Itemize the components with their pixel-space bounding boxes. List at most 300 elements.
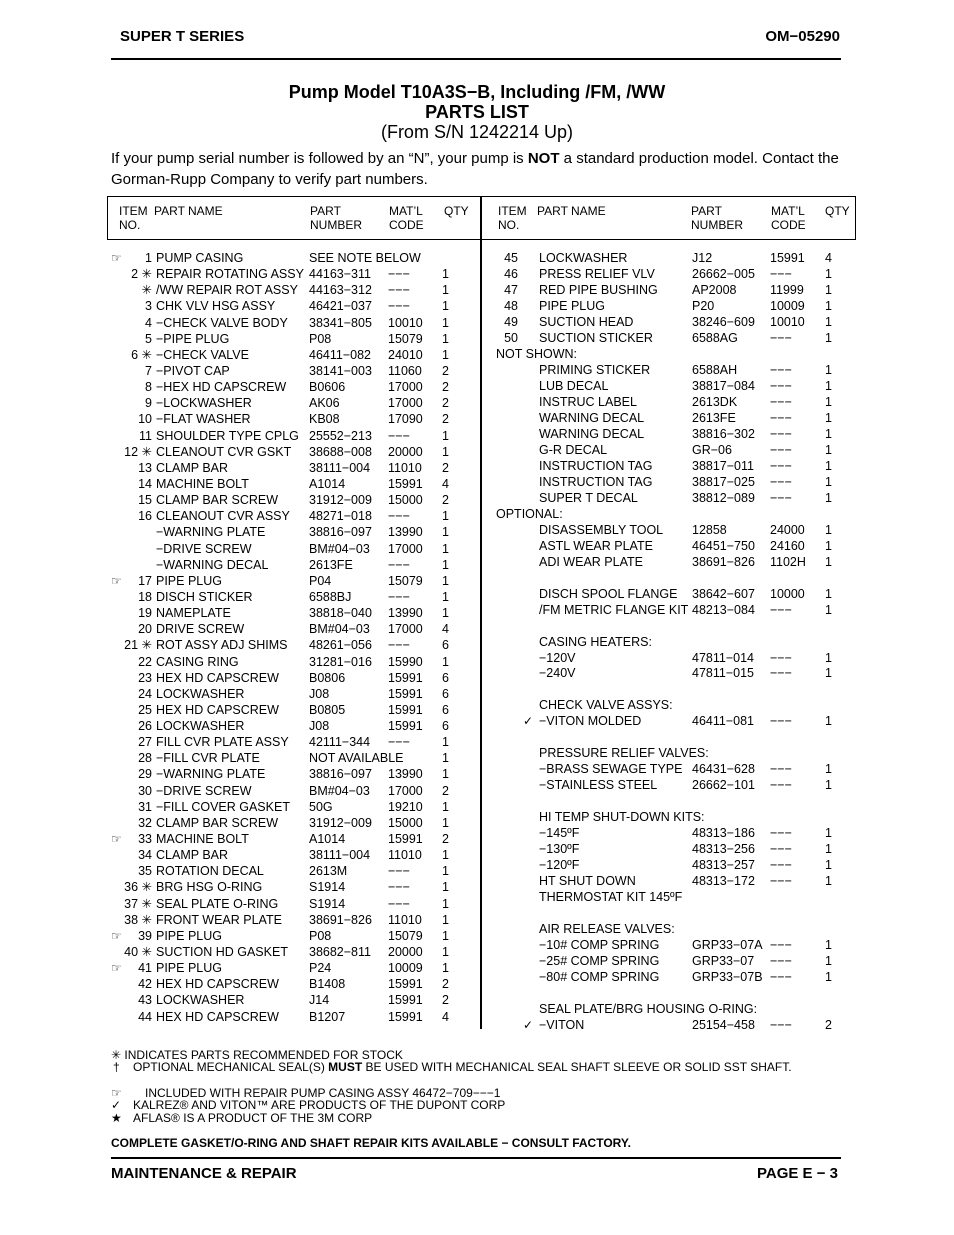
material-code: 15991 [770,251,805,265]
material-code: 17000 [388,541,423,556]
material-code: 15991 [388,719,423,734]
part-name: −BRASS SEWAGE TYPE [539,762,683,777]
col-mat-code: MAT’L CODE [389,204,424,232]
quantity: 1 [825,714,832,729]
material-code: −−− [388,557,410,572]
part-number: B0806 [309,670,346,685]
part-name: FRONT WEAR PLATE [156,912,282,927]
item-no: 48 [504,298,518,313]
part-number: 31912−009 [309,815,372,830]
material-code: 17000 [388,396,423,411]
quantity: 1 [442,961,449,976]
item-no: 49 [504,314,518,329]
part-name: −145ºF [539,826,580,841]
quantity: 2 [442,380,449,395]
part-number: 26662−101 [692,778,755,793]
quantity: 4 [825,251,832,265]
part-name: CLEANOUT CVR GSKT [156,444,292,459]
quantity: 1 [442,283,449,298]
part-number: BM#04−03 [309,783,370,798]
part-name: DISASSEMBLY TOOL [539,522,664,537]
quantity: 1 [825,490,832,505]
material-code: 15991 [388,686,423,701]
quantity: 1 [825,266,832,281]
part-name: SUCTION HD GASKET [156,945,288,960]
quantity: 1 [442,267,449,282]
part-number: 2613M [309,864,348,879]
part-name: THERMOSTAT KIT 145ºF [539,890,683,905]
material-code: 10009 [388,961,423,976]
table-row [0,570,954,586]
table-row [0,538,954,554]
part-name: LOCKWASHER [539,251,628,265]
marker: ☞ [111,832,122,847]
material-code: −−− [770,442,792,457]
quantity: 1 [442,525,449,540]
quantity: 4 [442,476,449,491]
part-number: GR−06 [692,442,732,457]
material-code: 24160 [770,538,805,553]
part-name: −STAINLESS STEEL [539,778,658,793]
quantity: 1 [825,426,832,441]
part-name: WARNING DECAL [539,426,645,441]
part-number: 47811−015 [692,666,754,681]
material-code: −−− [388,880,410,895]
part-name: PIPE PLUG [156,573,222,588]
part-number: J14 [309,993,330,1008]
quantity: 1 [442,928,449,943]
quantity: 1 [825,602,832,617]
quantity: 1 [825,874,832,889]
quantity: 1 [442,589,449,604]
table-row [0,697,954,713]
part-name: CLAMP BAR [156,460,229,475]
part-name: LOCKWASHER [156,719,245,734]
table-row [0,442,954,458]
part-number: 48313−257 [692,858,755,873]
table-row [0,857,954,873]
part-number: S1914 [309,880,346,895]
part-name: −CHECK VALVE [156,347,249,362]
part-number: A1014 [309,476,346,491]
item-no: 34 [138,848,152,863]
part-name: NAMEPLATE [156,606,231,621]
part-number: AK06 [309,396,340,411]
marker: ✓ [523,714,534,729]
quantity: 1 [825,586,832,601]
quantity: 4 [442,1009,449,1024]
quantity: 1 [825,954,832,969]
part-number: 44163−312 [309,283,372,298]
part-name: −10# COMP SPRING [539,938,660,953]
material-code: −−− [770,874,792,889]
item-no: 19 [138,606,152,621]
quantity: 1 [825,394,832,409]
part-name: CLEANOUT CVR ASSY [156,509,290,524]
part-name: AIR RELEASE VALVES: [539,922,675,937]
quantity: 6 [442,638,449,653]
col-item: ITEM NO. [119,204,148,232]
note-star-mark: ★ [111,1111,122,1125]
material-code: −−− [770,426,792,441]
footer-rule [111,1157,841,1159]
part-number: AP2008 [692,282,737,297]
part-number: 2613DK [692,394,738,409]
quantity: 2 [442,832,449,847]
material-code: 15991 [388,702,423,717]
item-no: 36 ✳ [124,880,152,895]
item-no: 28 [138,751,152,766]
table-row [0,745,954,761]
note-mech-seal: OPTIONAL MECHANICAL SEAL(S) MUST BE USED WITH MECHANICAL SEAL SHAFT SLEEVE OR SOLID SST SHAFT. [133,1060,792,1074]
item-no: 22 [138,654,152,669]
part-name: HEX HD CAPSCREW [156,977,279,992]
quantity: 2 [825,1018,832,1033]
part-number: 25154−458 [692,1018,755,1033]
quantity: 1 [442,299,449,314]
part-name: PRIMING STICKER [539,362,651,377]
item-no: 26 [138,719,152,734]
part-name: PIPE PLUG [156,928,222,943]
table-row [0,394,954,410]
material-code: 11010 [388,460,422,475]
table-row [0,426,954,442]
part-number: P08 [309,928,332,943]
quantity: 2 [442,460,449,475]
part-number: 38816−302 [692,426,755,441]
material-code: 15991 [388,476,423,491]
quantity: 1 [442,315,449,330]
col-part-number: PART NUMBER [691,204,744,232]
material-code: −−− [770,970,792,985]
material-code: 15991 [388,832,423,847]
page-title: Pump Model T10A3S−B, Including /FM, /WW [288,82,666,102]
part-number: 2613FE [692,410,736,425]
part-number: 38817−025 [692,474,755,489]
material-code: −−− [388,509,410,524]
quantity: 2 [442,993,449,1008]
part-name: HEX HD CAPSCREW [156,1009,279,1024]
quantity: 1 [825,858,832,873]
part-number: GRP33−07B [692,970,763,985]
item-no: 16 [138,509,152,524]
part-number: 48213−084 [692,602,755,617]
table-row [0,921,954,937]
part-name: −WARNING PLATE [156,767,266,782]
part-number: B0606 [309,380,346,395]
quantity: 1 [825,778,832,793]
part-name: HEX HD CAPSCREW [156,670,279,685]
part-number: B0805 [309,702,346,717]
table-row [0,314,954,330]
item-no: 2 ✳ [131,267,152,282]
col-qty: QTY [825,204,850,218]
item-no: 37 ✳ [124,896,152,911]
part-number: 38816−097 [309,767,372,782]
col-qty: QTY [444,204,469,218]
header-rule [111,58,841,60]
table-row [0,825,954,841]
part-name: WARNING DECAL [539,410,645,425]
item-no: 8 [145,380,152,395]
table-row [0,634,954,650]
item-no: 40 ✳ [124,945,152,960]
part-name: −PIPE PLUG [156,331,230,346]
material-code: −−− [770,490,792,505]
part-name: −VITON MOLDED [539,714,642,729]
quantity: 1 [825,474,832,489]
part-number: 46431−628 [692,762,755,777]
part-name: CASING HEATERS: [539,634,652,649]
item-no: 5 [145,331,152,346]
table-row [0,969,954,985]
item-no: 20 [138,622,152,637]
material-code: −−− [770,378,792,393]
quantity: 1 [825,378,832,393]
table-row [0,506,954,522]
part-name: −PIVOT CAP [156,363,230,378]
quantity: 1 [442,912,449,927]
quantity: 1 [825,970,832,985]
part-number: 46421−037 [309,299,372,314]
quantity: 1 [825,842,832,857]
part-name: −240V [539,666,576,681]
col-mat-code: MAT’L CODE [771,204,806,232]
item-no: 41 [138,961,152,976]
material-code: 24000 [770,522,805,537]
part-number: 25552−213 [309,428,372,443]
material-code: 15000 [388,493,423,508]
intro-paragraph: If your pump serial number is followed by an “N”, your pump is NOT a standard production model. Contact the Gorman-Rupp Company to verify part numbers. [111,150,839,188]
marker: ☞ [111,928,122,943]
quantity: 1 [442,654,449,669]
part-number: 26662−005 [692,266,755,281]
table-row [0,873,954,889]
quantity: 6 [442,702,449,717]
part-number: 46451−750 [692,538,755,553]
material-code: −−− [388,299,410,314]
table-row [0,889,954,905]
quantity: 2 [442,363,449,378]
material-code: 15991 [388,1009,423,1024]
part-name: INSTRUCTION TAG [539,474,653,489]
part-name: CLAMP BAR [156,848,229,863]
part-number: BM#04−03 [309,622,370,637]
part-name: CHECK VALVE ASSYS: [539,698,673,713]
item-no: 35 [138,864,152,879]
part-name: −DRIVE SCREW [156,541,252,556]
part-name: SUCTION STICKER [539,330,653,345]
part-name: G-R DECAL [539,442,608,457]
part-number: 48261−056 [309,638,372,653]
part-number: 38812−089 [692,490,755,505]
material-code: 1102H [770,554,806,569]
table-row [0,713,954,729]
part-number: SEE NOTE BELOW [309,251,421,265]
item-no: 12 ✳ [124,444,152,459]
material-code: 15991 [388,993,423,1008]
part-name: −DRIVE SCREW [156,783,252,798]
part-name: −80# COMP SPRING [539,970,660,985]
material-code: −−− [770,762,792,777]
part-number: P08 [309,331,332,346]
material-code: 11010 [388,848,422,863]
item-no: 21 ✳ [124,638,152,653]
part-number: 2613FE [309,557,353,572]
part-number: 12858 [692,522,727,537]
quantity: 1 [442,864,449,879]
item-no: 15 [138,493,152,508]
quantity: 1 [825,650,832,665]
material-code: −−− [770,330,792,345]
material-code: 15079 [388,573,423,588]
quantity: 1 [825,362,832,377]
quantity: 1 [442,444,449,459]
part-number: 50G [309,799,333,814]
table-row [0,602,954,618]
item-no: 27 [138,735,152,750]
part-number: 38341−805 [309,315,372,330]
table-row [0,330,954,346]
item-no: 42 [138,977,152,992]
header-doc-number: OM−05290 [765,28,840,45]
material-code: 11999 [770,282,804,297]
part-name: −25# COMP SPRING [539,954,660,969]
table-row [0,1001,954,1017]
table-row [0,809,954,825]
note-repair-casing: INCLUDED WITH REPAIR PUMP CASING ASSY 46472−709−−−1 [145,1086,501,1100]
material-code: 11060 [388,363,422,378]
part-name: ROTATION DECAL [156,864,264,879]
table-row [0,522,954,538]
quantity: 1 [442,573,449,588]
table-row [0,474,954,490]
part-name: CLAMP BAR SCREW [156,815,279,830]
material-code: −−− [770,362,792,377]
table-row [0,650,954,666]
material-code: −−− [770,410,792,425]
table-row [0,665,954,681]
part-number: 38111−004 [309,460,371,475]
part-number: 38688−008 [309,444,372,459]
quantity: 2 [442,412,449,427]
part-number: B1207 [309,1009,346,1024]
material-code: 17000 [388,380,423,395]
table-row [0,554,954,570]
material-code: −−− [770,778,792,793]
part-name: HT SHUT DOWN [539,874,636,889]
part-name: LUB DECAL [539,378,609,393]
item-no: 29 [138,767,152,782]
part-name: HI TEMP SHUT-DOWN KITS: [539,810,705,825]
marker: ☞ [111,251,122,265]
part-name: DRIVE SCREW [156,622,245,637]
quantity: 4 [442,622,449,637]
material-code: −−− [770,666,792,681]
material-code: −−− [388,267,410,282]
col-part-name: PART NAME [537,204,606,218]
part-name: −120ºF [539,858,580,873]
material-code: 17000 [388,783,423,798]
quantity: 1 [825,938,832,953]
item-no: 31 [138,799,152,814]
part-name: −VITON [539,1018,585,1033]
item-no: 46 [504,266,518,281]
item-no: 39 [138,928,152,943]
quantity: 1 [442,735,449,750]
table-row [0,586,954,602]
material-code: 10009 [770,298,805,313]
quantity: 1 [825,522,832,537]
material-code: −−− [770,714,792,729]
part-number: 42111−344 [309,735,371,750]
part-number: 38682−811 [309,945,371,960]
part-name: /WW REPAIR ROT ASSY [156,283,298,298]
material-code: 10010 [388,315,423,330]
part-name: SHOULDER TYPE CPLG [156,428,299,443]
part-number: 44163−311 [309,267,371,282]
part-number: P24 [309,961,332,976]
quantity: 1 [442,945,449,960]
material-code: 13990 [388,525,423,540]
part-number: 38141−003 [309,363,372,378]
material-code: −−− [388,735,410,750]
table-row [0,298,954,314]
part-name: INSTRUC LABEL [539,394,637,409]
quantity: 1 [825,666,832,681]
material-code: 15991 [388,670,423,685]
item-no: 11 [139,428,152,443]
quantity: 1 [825,538,832,553]
quantity: 1 [442,331,449,346]
material-code: 19210 [388,799,423,814]
part-number: 38816−097 [309,525,372,540]
part-number: 38111−004 [309,848,371,863]
table-row [0,282,954,298]
material-code: −−− [770,650,792,665]
table-row [0,761,954,777]
table-row [0,953,954,969]
material-code: −−− [770,394,792,409]
part-name: MACHINE BOLT [156,476,249,491]
quantity: 6 [442,686,449,701]
part-name: ROT ASSY ADJ SHIMS [156,638,288,653]
part-number: 31281−016 [309,654,372,669]
part-number: 46411−082 [309,347,371,362]
part-number: 38817−084 [692,378,755,393]
part-name: /FM METRIC FLANGE KIT [539,602,689,617]
part-number: BM#04−03 [309,541,370,556]
table-row [0,985,954,1001]
item-no: 1 [145,251,152,265]
col-part-name: PART NAME [154,204,223,218]
material-code: −−− [770,938,792,953]
item-no: 33 [138,832,152,847]
item-no: 24 [138,686,152,701]
table-row [0,490,954,506]
part-name: ADI WEAR PLATE [539,554,643,569]
part-number: P20 [692,298,715,313]
part-number: 6588AG [692,330,738,345]
part-number: 48313−186 [692,826,755,841]
quantity: 1 [825,314,832,329]
part-name: SUPER T DECAL [539,490,638,505]
quantity: 1 [442,751,449,766]
part-name: LOCKWASHER [156,686,245,701]
table-row [0,777,954,793]
header-series: SUPER T SERIES [120,28,245,45]
part-name: LOCKWASHER [156,993,245,1008]
